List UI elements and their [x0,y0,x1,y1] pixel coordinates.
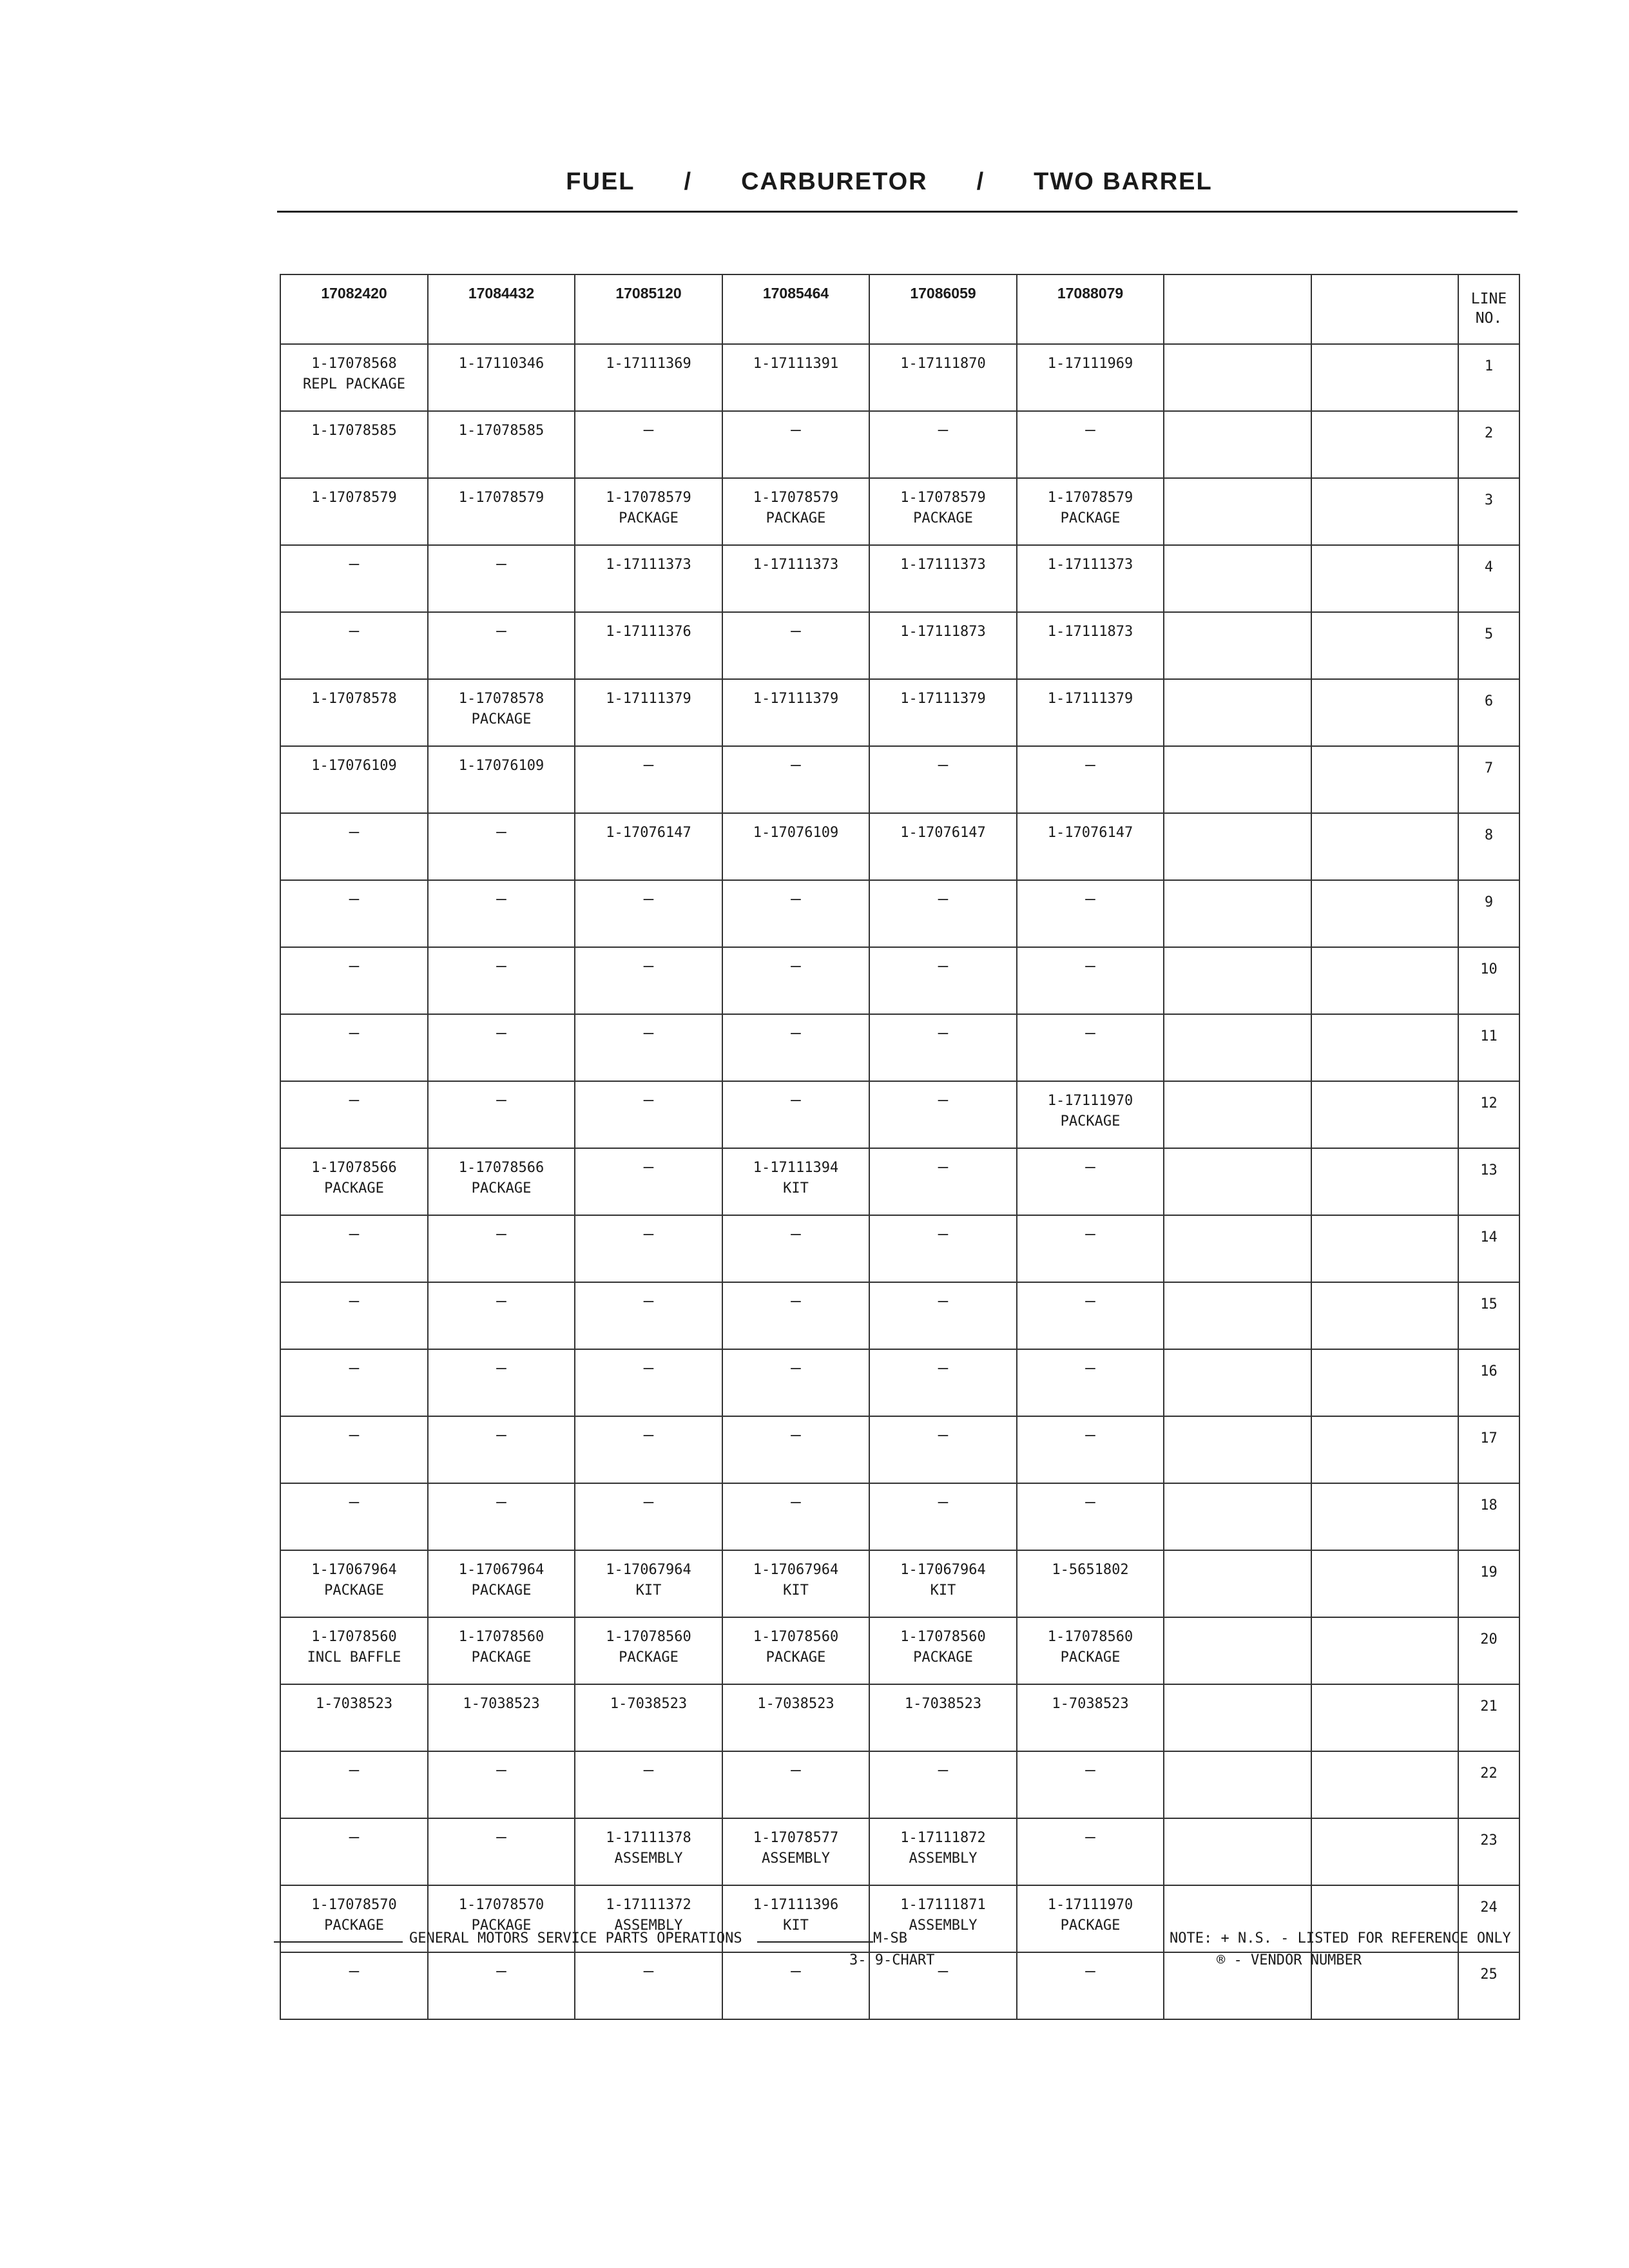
part-cell: 1-17111396 KIT [722,1885,869,1952]
empty-cell [1164,1818,1311,1885]
table-row [280,1751,1519,1818]
part-cell: — [722,411,869,478]
line-number: 22 [1458,1751,1519,1818]
table-row [280,1014,1519,1081]
table-row [280,947,1519,1014]
table-row [280,1282,1519,1349]
empty-cell [1311,1148,1458,1215]
part-cell: — [869,1282,1017,1349]
part-cell: — [1017,1751,1164,1818]
part-cell: — [575,1282,722,1349]
empty-cell [1164,1617,1311,1684]
part-cell: — [1017,411,1164,478]
part-cell: 1-17111871 ASSEMBLY [869,1885,1017,1952]
part-cell: — [869,1416,1017,1483]
part-cell: — [1017,947,1164,1014]
empty-cell [1164,344,1311,411]
part-cell: 1-17078560 PACKAGE [575,1617,722,1684]
part-cell: — [280,1952,428,2019]
part-cell: 1-17078579 PACKAGE [869,478,1017,545]
part-cell: 1-17078566 PACKAGE [280,1148,428,1215]
part-cell: — [869,1483,1017,1550]
part-cell: 1-17111373 [869,545,1017,612]
table-row [280,1215,1519,1282]
part-cell: — [280,880,428,947]
empty-cell [1311,1751,1458,1818]
line-number: 16 [1458,1349,1519,1416]
part-cell: — [280,1014,428,1081]
line-number: 9 [1458,880,1519,947]
part-cell: 1-17078579 PACKAGE [575,478,722,545]
empty-cell [1164,1081,1311,1148]
empty-cell [1164,1684,1311,1751]
part-cell: — [280,947,428,1014]
part-cell: 1-17111394 KIT [722,1148,869,1215]
part-cell: — [428,1751,575,1818]
empty-cell [1311,344,1458,411]
empty-cell [1164,1751,1311,1818]
line-number: 1 [1458,344,1519,411]
page-title [277,162,1501,201]
part-cell: 1-17067964 KIT [722,1550,869,1617]
part-cell: 1-7038523 [428,1684,575,1751]
part-cell: — [575,1483,722,1550]
empty-cell [1311,1550,1458,1617]
line-number: 23 [1458,1818,1519,1885]
empty-cell [1164,1148,1311,1215]
empty-cell [1311,1684,1458,1751]
part-cell: — [869,411,1017,478]
part-cell: — [722,1014,869,1081]
empty-cell [1164,1014,1311,1081]
line-no-header: LINE NO. [1458,274,1519,344]
line-number: 11 [1458,1014,1519,1081]
footer-publisher: GENERAL MOTORS SERVICE PARTS OPERATIONS [409,1930,742,1946]
title-part-two-barrel: TWO BARREL [1034,168,1213,195]
empty-cell [1164,1550,1311,1617]
part-cell: — [869,1215,1017,1282]
part-cell: — [280,813,428,880]
part-cell: 1-7038523 [575,1684,722,1751]
part-cell: — [280,1416,428,1483]
line-number: 7 [1458,746,1519,813]
column-header [1311,274,1458,344]
table-row [280,1416,1519,1483]
empty-cell [1311,478,1458,545]
empty-cell [1164,880,1311,947]
part-cell: — [575,746,722,813]
table-row [280,478,1519,545]
footer-vendor-note: ® - VENDOR NUMBER [1217,1952,1362,1968]
part-cell: — [428,1081,575,1148]
part-cell: 1-7038523 [722,1684,869,1751]
part-cell: — [1017,1282,1164,1349]
part-cell: — [575,1148,722,1215]
part-cell: 1-17078560 PACKAGE [869,1617,1017,1684]
part-cell: 1-17076109 [428,746,575,813]
part-cell: — [1017,746,1164,813]
part-cell: 1-17076147 [1017,813,1164,880]
part-cell: — [280,1483,428,1550]
empty-cell [1164,1282,1311,1349]
column-header [1164,274,1311,344]
part-cell: — [722,1416,869,1483]
parts-chart-table [280,274,1520,2020]
empty-cell [1311,880,1458,947]
part-cell: 1-17111373 [575,545,722,612]
empty-cell [1164,545,1311,612]
table-row [280,880,1519,947]
part-cell: — [1017,1416,1164,1483]
line-number: 4 [1458,545,1519,612]
part-cell: 1-7038523 [1017,1684,1164,1751]
part-cell: 1-17078579 PACKAGE [1017,478,1164,545]
part-cell: 1-7038523 [869,1684,1017,1751]
part-cell: — [428,1014,575,1081]
part-cell: — [869,1952,1017,2019]
header-row [280,274,1519,344]
part-cell: — [1017,1349,1164,1416]
part-cell: — [722,947,869,1014]
part-cell: — [575,1349,722,1416]
line-number: 12 [1458,1081,1519,1148]
table-row [280,1349,1519,1416]
part-cell: 1-17078560 INCL BAFFLE [280,1617,428,1684]
empty-cell [1164,1215,1311,1282]
footer-code: M-SB [873,1930,907,1946]
part-cell: — [869,1349,1017,1416]
empty-cell [1164,1349,1311,1416]
line-number: 2 [1458,411,1519,478]
part-cell: 1-17111376 [575,612,722,679]
part-cell: 1-5651802 [1017,1550,1164,1617]
part-cell: 1-17111379 [869,679,1017,746]
part-cell: — [428,1349,575,1416]
line-number: 6 [1458,679,1519,746]
empty-cell [1311,1215,1458,1282]
part-cell: 1-17111969 [1017,344,1164,411]
part-cell: 1-17111373 [1017,545,1164,612]
part-cell: — [1017,1014,1164,1081]
part-cell: 1-17111373 [722,545,869,612]
part-cell: — [722,1952,869,2019]
part-cell: — [280,1349,428,1416]
empty-cell [1164,478,1311,545]
part-cell: — [428,947,575,1014]
part-cell: — [280,612,428,679]
part-cell: — [575,1952,722,2019]
line-number: 5 [1458,612,1519,679]
part-cell: — [869,746,1017,813]
line-number: 10 [1458,947,1519,1014]
empty-cell [1164,1416,1311,1483]
column-header: 17085464 [722,274,869,344]
part-cell: — [869,947,1017,1014]
part-cell: — [280,1751,428,1818]
footer-rule [757,1941,873,1943]
part-cell: 1-17111372 ASSEMBLY [575,1885,722,1952]
part-cell: 1-17076109 [722,813,869,880]
part-cell: — [869,880,1017,947]
line-number: 18 [1458,1483,1519,1550]
part-cell: — [722,1349,869,1416]
footer-rule [274,1941,403,1943]
part-cell: 1-17111379 [1017,679,1164,746]
part-cell: — [575,1081,722,1148]
empty-cell [1311,411,1458,478]
empty-cell [1164,679,1311,746]
part-cell: 1-17111873 [869,612,1017,679]
empty-cell [1311,746,1458,813]
part-cell: 1-17111391 [722,344,869,411]
empty-cell [1311,1818,1458,1885]
empty-cell [1311,947,1458,1014]
part-cell: — [428,880,575,947]
line-number: 21 [1458,1684,1519,1751]
title-separator: / [684,168,693,195]
empty-cell [1311,1349,1458,1416]
part-cell: 1-17078585 [428,411,575,478]
part-cell: 1-17076109 [280,746,428,813]
column-header: 17082420 [280,274,428,344]
column-header: 17088079 [1017,274,1164,344]
empty-cell [1164,1483,1311,1550]
part-cell: 1-17111870 [869,344,1017,411]
empty-cell [1311,612,1458,679]
part-cell: — [575,1014,722,1081]
part-cell: — [280,1282,428,1349]
part-cell: 1-17067964 PACKAGE [428,1550,575,1617]
table-row [280,1081,1519,1148]
part-cell: — [722,612,869,679]
empty-cell [1164,746,1311,813]
table-row [280,1617,1519,1684]
empty-cell [1164,813,1311,880]
part-cell: — [722,1081,869,1148]
table-row [280,344,1519,411]
part-cell: — [575,1215,722,1282]
table-row [280,545,1519,612]
part-cell: — [428,1952,575,2019]
empty-cell [1311,679,1458,746]
part-cell: 1-17078560 PACKAGE [428,1617,575,1684]
empty-cell [1311,1617,1458,1684]
empty-cell [1311,1081,1458,1148]
part-cell: — [428,1215,575,1282]
part-cell: 1-17111970 PACKAGE [1017,1885,1164,1952]
empty-cell [1164,612,1311,679]
footer-chart-number: 3- 9-CHART [849,1952,935,1968]
line-number: 3 [1458,478,1519,545]
part-cell: 1-17076147 [869,813,1017,880]
part-cell: — [280,1818,428,1885]
part-cell: 1-17078568 REPL PACKAGE [280,344,428,411]
empty-cell [1311,545,1458,612]
part-cell: — [428,813,575,880]
part-cell: — [1017,1215,1164,1282]
part-cell: — [869,1014,1017,1081]
line-number: 19 [1458,1550,1519,1617]
empty-cell [1311,1282,1458,1349]
part-cell: — [428,612,575,679]
title-part-fuel: FUEL [566,168,635,195]
part-cell: 1-17078579 [280,478,428,545]
line-number: 20 [1458,1617,1519,1684]
part-cell: — [575,1416,722,1483]
part-cell: 1-17078560 PACKAGE [722,1617,869,1684]
part-cell: — [722,1215,869,1282]
part-cell: — [869,1081,1017,1148]
part-cell: — [722,1282,869,1349]
part-cell: 1-17067964 PACKAGE [280,1550,428,1617]
empty-cell [1164,947,1311,1014]
part-cell: — [575,1751,722,1818]
title-underline [277,211,1518,213]
table-row [280,1550,1519,1617]
part-cell: — [722,1483,869,1550]
part-cell: 1-17111379 [575,679,722,746]
line-number: 14 [1458,1215,1519,1282]
part-cell: 1-17078566 PACKAGE [428,1148,575,1215]
part-cell: 1-17111369 [575,344,722,411]
empty-cell [1164,411,1311,478]
part-cell: 1-17076147 [575,813,722,880]
part-cell: — [869,1751,1017,1818]
line-number: 24 [1458,1885,1519,1952]
table-row [280,679,1519,746]
table-row [280,746,1519,813]
part-cell: — [428,1416,575,1483]
line-number: 8 [1458,813,1519,880]
part-cell: 1-17078585 [280,411,428,478]
part-cell: — [428,1282,575,1349]
part-cell: — [869,1148,1017,1215]
title-separator: / [976,168,985,195]
part-cell: — [280,1215,428,1282]
part-cell: — [722,746,869,813]
empty-cell [1311,813,1458,880]
part-cell: — [575,947,722,1014]
part-cell: — [1017,1818,1164,1885]
column-header: 17084432 [428,274,575,344]
part-cell: 1-17111873 [1017,612,1164,679]
part-cell: 1-17111379 [722,679,869,746]
part-cell: — [722,880,869,947]
part-cell: 1-17078579 PACKAGE [722,478,869,545]
part-cell: — [722,1751,869,1818]
part-cell: — [428,1483,575,1550]
part-cell: 1-17078578 [280,679,428,746]
part-cell: — [280,545,428,612]
part-cell: — [1017,880,1164,947]
line-number: 17 [1458,1416,1519,1483]
part-cell: 1-17110346 [428,344,575,411]
table-row [280,1684,1519,1751]
part-cell: — [575,411,722,478]
part-cell: 1-17078560 PACKAGE [1017,1617,1164,1684]
column-header: 17086059 [869,274,1017,344]
part-cell: — [1017,1952,1164,2019]
part-cell: 1-17078579 [428,478,575,545]
part-cell: — [575,880,722,947]
part-cell: 1-17067964 KIT [575,1550,722,1617]
table-row [280,1483,1519,1550]
line-number: 25 [1458,1952,1519,2019]
part-cell: 1-17067964 KIT [869,1550,1017,1617]
footer-note: NOTE: + N.S. - LISTED FOR REFERENCE ONLY [1170,1930,1511,1946]
column-header: 17085120 [575,274,722,344]
empty-cell [1311,1014,1458,1081]
table-row [280,813,1519,880]
part-cell: 1-17111872 ASSEMBLY [869,1818,1017,1885]
part-cell: 1-17078570 PACKAGE [280,1885,428,1952]
table-row [280,1148,1519,1215]
part-cell: 1-17111970 PACKAGE [1017,1081,1164,1148]
part-cell: 1-7038523 [280,1684,428,1751]
part-cell: 1-17078578 PACKAGE [428,679,575,746]
part-cell: — [1017,1148,1164,1215]
table-row [280,612,1519,679]
empty-cell [1311,1483,1458,1550]
part-cell: 1-17078577 ASSEMBLY [722,1818,869,1885]
title-part-carburetor: CARBURETOR [741,168,928,195]
part-cell: — [280,1081,428,1148]
part-cell: 1-17111378 ASSEMBLY [575,1818,722,1885]
line-number: 13 [1458,1148,1519,1215]
part-cell: — [428,545,575,612]
empty-cell [1311,1416,1458,1483]
table-row [280,1818,1519,1885]
part-cell: 1-17078570 PACKAGE [428,1885,575,1952]
line-number: 15 [1458,1282,1519,1349]
part-cell: — [1017,1483,1164,1550]
table-row [280,411,1519,478]
part-cell: — [428,1818,575,1885]
